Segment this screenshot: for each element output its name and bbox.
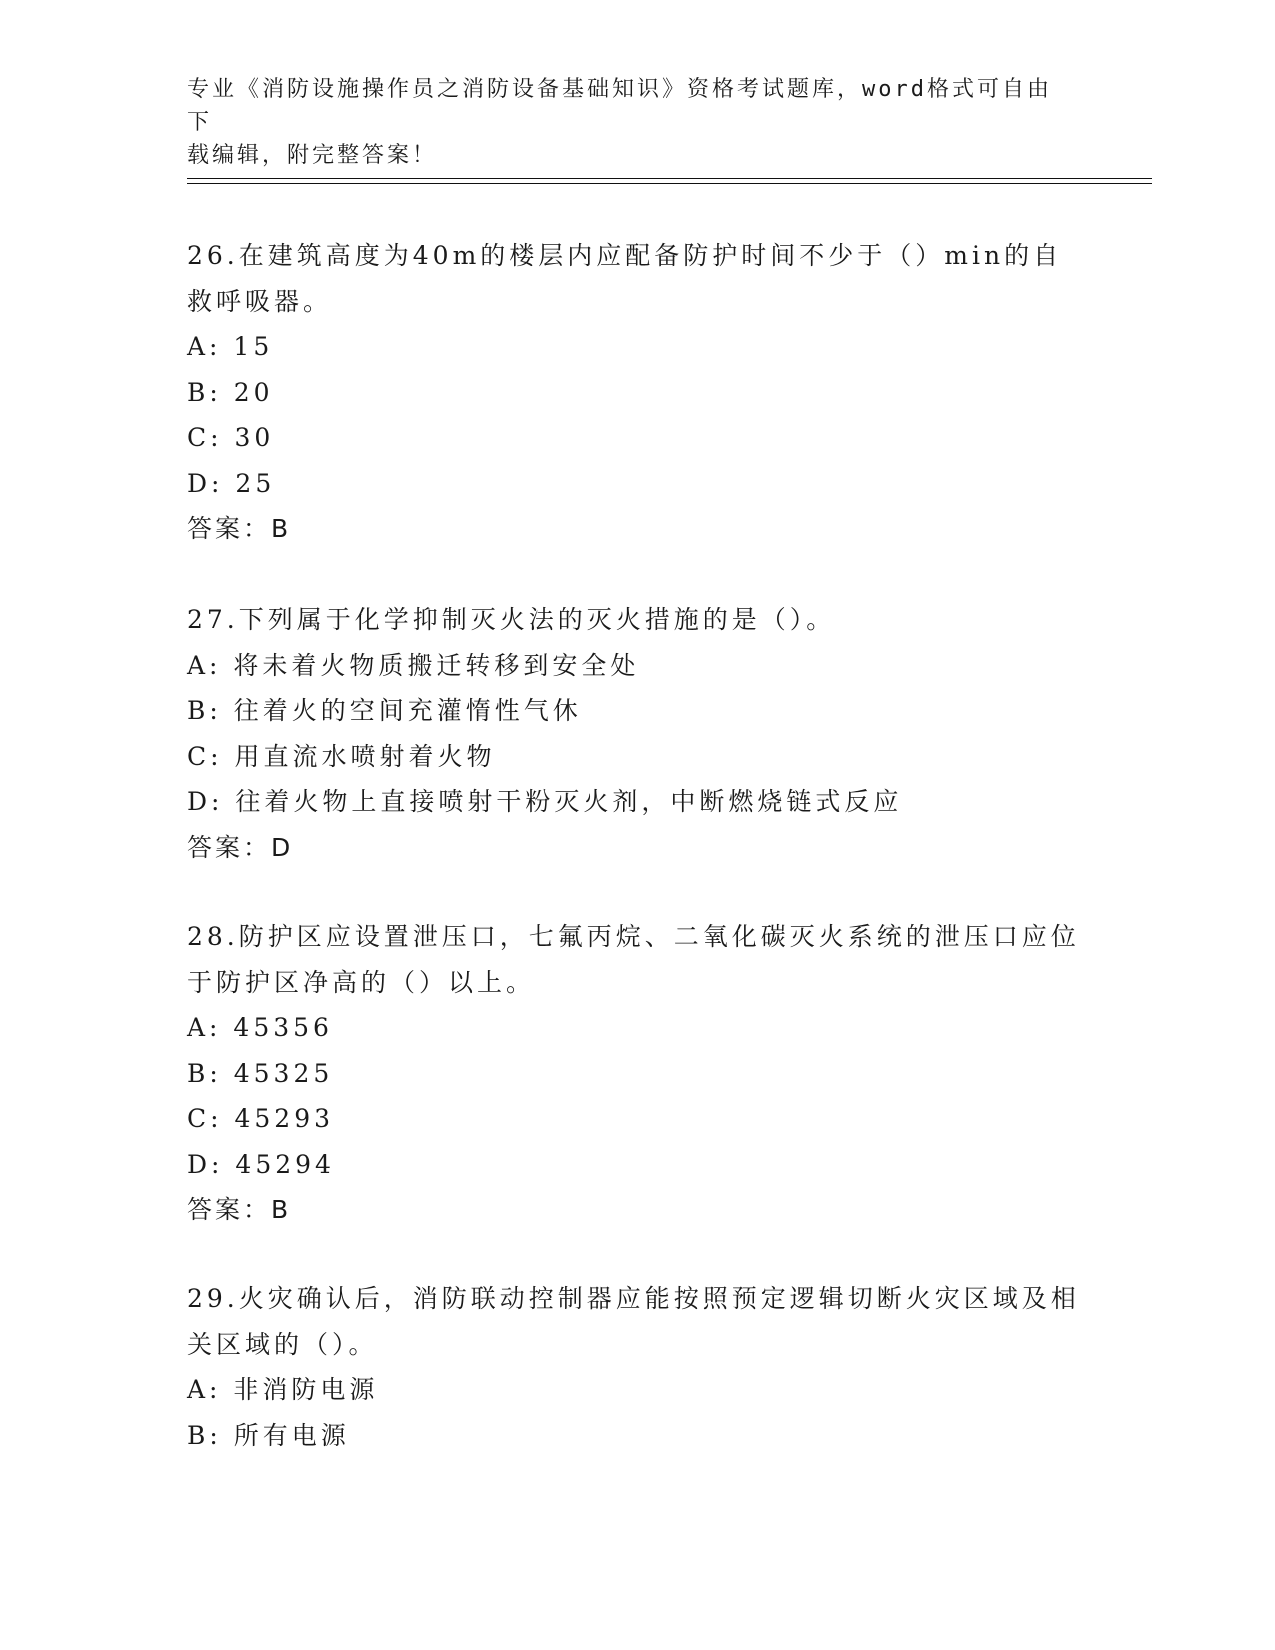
option-d: D: 25 [187, 468, 276, 498]
header-intro-line-2: 载编辑，附完整答案！ [187, 143, 438, 168]
option-b: B: 20 [187, 377, 274, 407]
option-a: A: 非消防电源 [187, 1375, 379, 1404]
answer-line: 答案：B [187, 514, 292, 543]
header-intro-line-1: 专业《消防设施操作员之消防设备基础知识》资格考试题库，word格式可自由下 [187, 77, 1052, 135]
option-d: D: 45294 [187, 1149, 335, 1179]
document-header [187, 73, 1067, 172]
header-divider-top [187, 178, 1152, 179]
option-c: C: 45293 [187, 1104, 335, 1133]
answer-line: 答案：D [187, 832, 294, 862]
question-stem: 28.防护区应设置泄压口，七氟丙烷、二氧化碳灭火系统的泄压口应位于防护区净高的（）以上。 [187, 922, 1080, 997]
option-d: D: 往着火物上直接喷射干粉灭火剂，中断燃烧链式反应 [187, 787, 903, 816]
option-b: B: 所有电源 [187, 1420, 350, 1450]
option-c: C: 30 [187, 423, 275, 452]
answer-line: 答案：B [187, 1195, 292, 1224]
question-27 [187, 597, 1087, 870]
option-a: A: 将未着火物质搬迁转移到安全处 [187, 650, 640, 680]
question-stem: 26.在建筑高度为40m的楼层内应配备防护时间不少于（）min的自救呼吸器。 [187, 241, 1063, 316]
option-a: A: 15 [187, 332, 274, 361]
question-28 [187, 914, 1087, 1233]
option-c: C: 用直流水喷射着火物 [187, 741, 496, 771]
question-stem: 27.下列属于化学抑制灭火法的灭火措施的是（）。 [187, 605, 836, 634]
question-stem: 29.火灾确认后，消防联动控制器应能按照预定逻辑切断火灾区域及相关区域的（）。 [187, 1284, 1080, 1359]
question-29 [187, 1276, 1087, 1458]
option-b: B: 往着火的空间充灌惰性气休 [187, 696, 582, 725]
header-divider-bottom [187, 183, 1152, 184]
question-26 [187, 233, 1087, 552]
option-b: B: 45325 [187, 1058, 334, 1088]
option-a: A: 45356 [187, 1013, 333, 1042]
